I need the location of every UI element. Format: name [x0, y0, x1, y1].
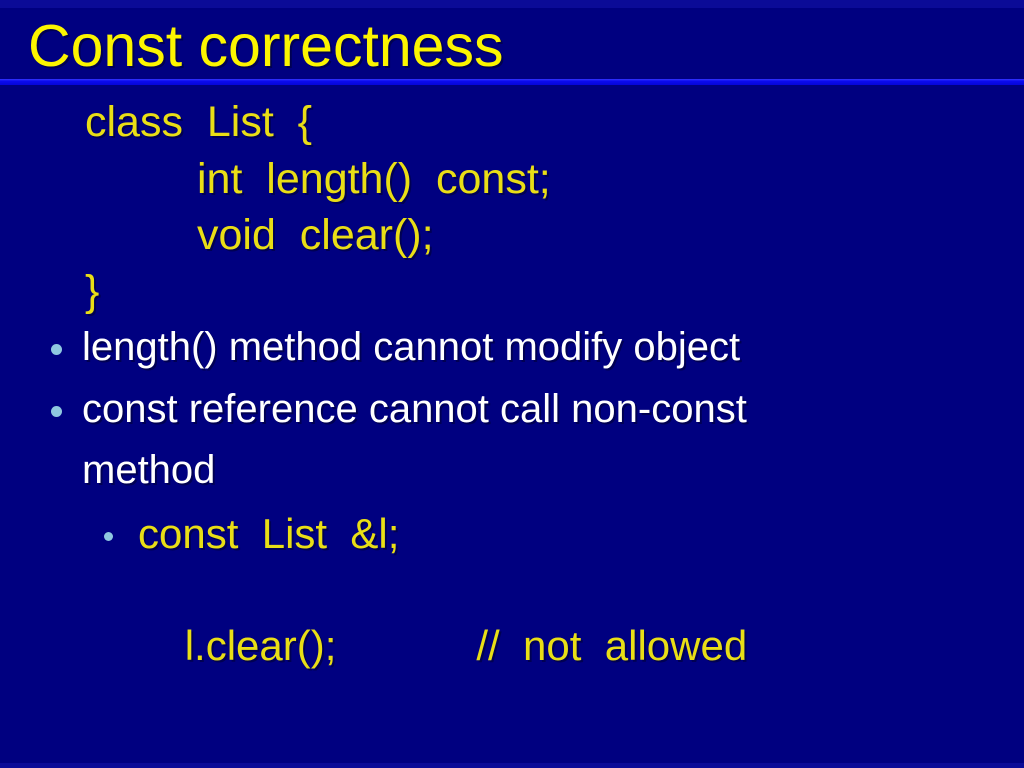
sub-bullet-const-list: const List &l; — [138, 510, 400, 557]
slide-title: Const correctness — [28, 13, 504, 79]
title-underline — [0, 79, 1024, 85]
bullet-item-const-reference-wrap: method — [82, 448, 216, 492]
code-line-int-length: int length() const; — [197, 155, 551, 203]
bullet-dot-icon — [51, 406, 62, 417]
bullet-item-const-reference: const reference cannot call non-const — [82, 387, 747, 431]
sub-bullet-dot-icon — [104, 532, 113, 541]
sub-code-comment: // not allowed — [476, 622, 748, 669]
bullet-dot-icon — [51, 344, 62, 355]
bottom-edge-band — [0, 763, 1024, 768]
sub-code-statement: l.clear(); — [184, 622, 337, 669]
sub-code-line — [138, 577, 747, 715]
top-edge-band — [0, 0, 1024, 8]
code-line-close-brace: } — [85, 267, 100, 315]
code-line-class-list: class List { — [85, 98, 313, 146]
bullet-item-length-method: length() method cannot modify object — [82, 325, 741, 369]
code-line-void-clear: void clear(); — [197, 211, 434, 259]
